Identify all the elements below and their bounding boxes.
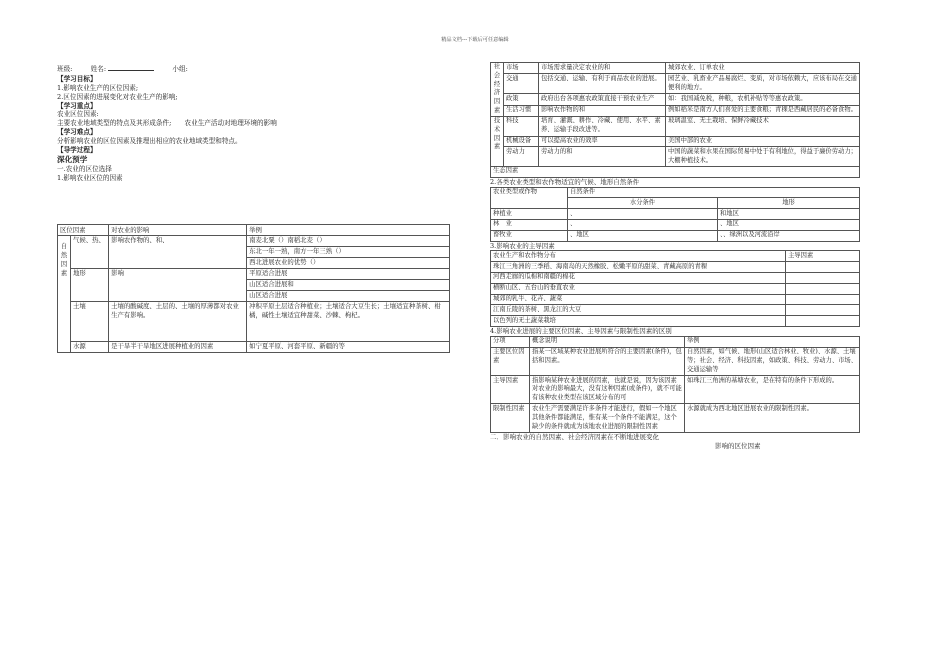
factor-effect: 影响农作物的和 [539, 105, 666, 116]
ecological-factors-row: 生态因素 [491, 166, 860, 177]
factor-example: 园艺业、乳畜业产品易腐烂、变质，对市场依赖大，应该布局在交通便利的地方。 [666, 74, 860, 94]
section-1-1-title: 1.影响农业区位的因素 [57, 174, 123, 183]
key-title: 【学习重点】 [57, 101, 97, 110]
factor-example: 如：我国减免税，种粮，农机补贴等等惠农政策。 [666, 94, 860, 105]
section-4-title: 4.影响农业进展的主要区位因素、主导因素与限制性因素的区别 [490, 327, 672, 336]
goal-1: 1.影响农业生产的区位因素; [57, 83, 139, 92]
right-column [490, 62, 860, 450]
factor-name: 土壤 [71, 301, 109, 341]
factor-effect: 包括交通、运输、有利于商品农业的进展。 [539, 74, 666, 94]
factor-name: 劳动力 [504, 147, 539, 167]
factor-example: 美国中部的农业 [666, 136, 860, 147]
water-condition: 、 [568, 209, 718, 220]
table-header: 区位因素 [58, 225, 109, 236]
factor-example: 南麦北粟（）南稻北麦（） [247, 235, 450, 246]
factor-effect: 劳动力的和 [539, 147, 666, 167]
tech-factors-label: 技术因素 [491, 116, 504, 166]
factor-kind: 主导因素 [491, 376, 530, 404]
crop-name: 种植业 [491, 209, 568, 220]
social-tech-factors-table [490, 62, 860, 178]
section-two-subtitle: 影响的区位因素 [715, 441, 761, 450]
factor-name: 地形 [71, 268, 109, 301]
page-header: 精品文档---下载后可任意编辑 [441, 37, 509, 43]
table-header: 水分条件 [568, 198, 718, 209]
factor-effect: 是干旱半干旱地区进展种植业的因素 [109, 341, 247, 352]
table-header: 农业类型或作物 [491, 187, 568, 209]
factor-name: 市场 [504, 63, 539, 74]
factor-example: 自然因素，如气候、地形(山区适合林业、牧业)、水源、土壤等；社会、经济、科技因素，如政策、科技、劳动力、市场、交通运输等 [685, 347, 860, 375]
dominant-factor-cell[interactable] [786, 316, 860, 327]
factor-example: 西北进展农业的优势（） [247, 257, 450, 268]
preview-title: 深化预学 [57, 154, 88, 164]
factor-comparison-table [490, 336, 860, 433]
factor-example: 如珠江三角洲的基塘农业，是在特有的条件下形成的。 [685, 376, 860, 404]
dominant-factor-cell[interactable] [786, 305, 860, 316]
dominant-factor-cell[interactable] [786, 294, 860, 305]
factor-example: 如宁夏平原、河套平原、新疆的等 [247, 341, 450, 352]
factor-example: 水源就成为西北地区进展农业的限制性因素。 [685, 404, 860, 432]
group-label: 小组: [172, 65, 188, 73]
factor-effect: 土壤的酸碱度、土层的、土壤的厚薄都对农业生产有影响。 [109, 301, 247, 341]
section-two-title: 二．影响农业的自然因素、社会经济因素在不断地进展变化 [490, 432, 659, 441]
factor-example: 例如稻米是南方人们喜爱的主要食粮；青稞是西藏居民的必备食物。 [666, 105, 860, 116]
dominant-factor-cell[interactable] [786, 272, 860, 283]
factor-example: 平原适合进展 [247, 268, 450, 279]
goal-2: 2.区位因素的进展变化对农业生产的影响; [57, 92, 178, 101]
factor-description: 指影响某种农业进展的因素，也就是说，因为该因素对农业的影响最大，没有这种因素(或条件)，就不可能有该种农业类型在该区域分布的可 [530, 376, 685, 404]
section-1-title: 一.农业的区位选择 [57, 165, 112, 174]
table-header: 举例 [247, 225, 450, 236]
table-header: 分项 [491, 336, 530, 347]
factor-example: 冲积平原土层适合种植业；土壤适合大豆生长；土壤适宜种茶树、柑橘，碱性土壤适宜种甜菜、沙棘、枸杞。 [247, 301, 450, 341]
key-line-2: 主要农业地域类型的特点及其形成条件; 农业生产活动对地理环境的影响 [57, 119, 277, 128]
terrain-condition: 、地区 [718, 219, 860, 230]
factor-effect: 政府出台各项惠农政策直接干预农业生产 [539, 94, 666, 105]
class-info-line [57, 63, 452, 74]
water-condition: 、地区 [568, 230, 718, 241]
difficulty-line: 分析影响农业的区位因素及推理出相应的农业地域类型和特点。 [57, 137, 242, 146]
table-header: 地形 [718, 198, 860, 209]
factor-name: 水源 [71, 341, 109, 352]
key-line-1: 农业区位因素: [57, 110, 99, 119]
name-label: 姓名: [90, 65, 107, 73]
factor-example: 中国的蔬菜和水果在国际贸易中处于有利地位，得益于廉价劳动力；大棚种植技术。 [666, 147, 860, 167]
name-blank[interactable] [108, 63, 154, 71]
water-condition: 、 [568, 219, 718, 230]
factor-name: 气候、热、 [71, 235, 109, 268]
factor-example: 城郊农业、订单农业 [666, 63, 860, 74]
factor-name: 机械设备 [504, 136, 539, 147]
goals-title: 【学习目标】 [57, 74, 97, 83]
factor-effect: 培育、灌溉、耕作、冷藏、使用、水平、素养、运输手段改进等。 [539, 116, 666, 136]
difficulty-title: 【学习难点】 [57, 128, 97, 137]
factor-name: 科技 [504, 116, 539, 136]
factor-effect: 影响 [109, 268, 247, 301]
dominant-factor-cell[interactable] [786, 283, 860, 294]
factor-name: 政策 [504, 94, 539, 105]
distribution-item: 以色列的无土蔬菜栽培 [491, 316, 786, 327]
crop-conditions-table [490, 187, 860, 242]
dominant-factor-table [490, 250, 860, 327]
factor-kind: 主要区位因素 [491, 347, 530, 375]
factor-name: 交通 [504, 74, 539, 94]
factor-example: 东北一年一熟，南方一年三熟（） [247, 246, 450, 257]
table-header: 概念说明 [530, 336, 685, 347]
factor-effect: 影响农作物的、和、 [109, 235, 247, 268]
table-header: 举例 [685, 336, 860, 347]
factor-description: 农业生产需要满足许多条件才能进行，假如一个地区其他条件都能满足，惟有某一个条件不能满足，这个缺少的条件就成为该地农业进展的限制性因素 [530, 404, 685, 432]
distribution-item: 横断山区、五台山的垂直农业 [491, 283, 786, 294]
distribution-item: 珠江三角洲的三季稻、海南岛的天然橡胶、松嫩平原的甜菜、青藏高原的青稞 [491, 262, 786, 273]
crop-name: 畜牧业 [491, 230, 568, 241]
social-factors-label: 社会经济因素 [491, 63, 504, 117]
factor-effect: 市场需求量决定农业的和 [539, 63, 666, 74]
section-3-title: 3.影响农业的主导因素 [490, 241, 555, 250]
class-label: 班级: [57, 65, 73, 73]
factor-effect: 可以提高农业的效率 [539, 136, 666, 147]
table-header: 农业生产和农作物分布 [491, 251, 786, 262]
process-title: 【导学过程】 [57, 146, 97, 155]
section-2-title: 2.各类农业类型和农作物适宜的气候、地形自然条件 [490, 177, 640, 186]
left-column [57, 63, 452, 183]
distribution-item: 城郊的乳牛、花卉、蔬菜 [491, 294, 786, 305]
crop-name: 林 业 [491, 219, 568, 230]
table-header: 对农业的影响 [109, 225, 247, 236]
table-header: 主导因素 [786, 251, 860, 262]
distribution-item: 河西走廊的瓜棉和南疆的棉花 [491, 272, 786, 283]
factor-example: 玻璃温室、无土栽培、保鲜冷藏技术 [666, 116, 860, 136]
factor-kind: 限制性因素 [491, 404, 530, 432]
dominant-factor-cell[interactable] [786, 262, 860, 273]
distribution-item: 江南丘陵的茶树、黑龙江的大豆 [491, 305, 786, 316]
table-header: 自然条件 [568, 187, 860, 198]
factor-description: 指某一区域某种农业进展所符合的主要因素(条件)，包括和因素。 [530, 347, 685, 375]
location-factors-table [57, 224, 450, 353]
terrain-condition: 、、绿洲以及河流沿岸 [718, 230, 860, 241]
factor-example: 山区适合进展 [247, 290, 450, 301]
terrain-condition: 和地区 [718, 209, 860, 220]
factor-name: 生活习惯 [504, 105, 539, 116]
factor-example: 山区适合进展和 [247, 279, 450, 290]
natural-factors-label: 自然因素 [58, 235, 71, 352]
